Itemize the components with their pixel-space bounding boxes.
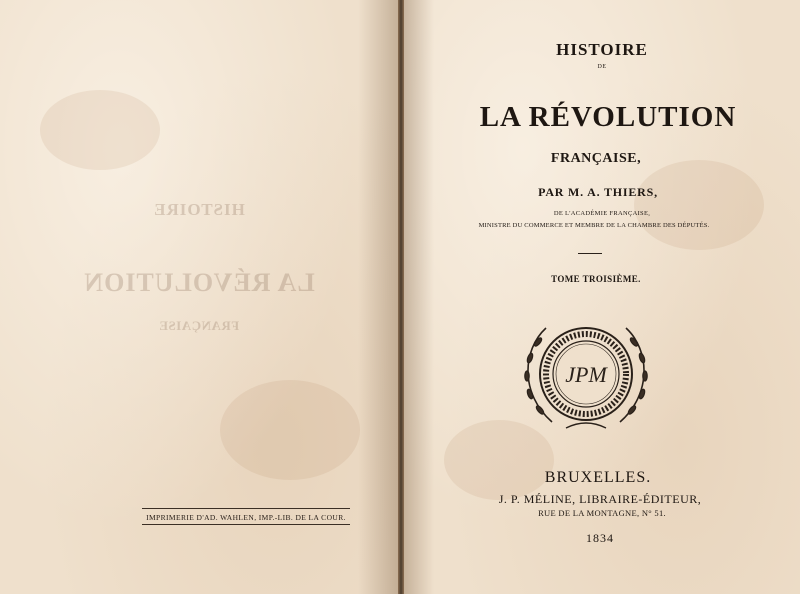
minister-line: MINISTRE DU COMMERCE ET MEMBRE DE LA CHAMBRE DES DÉPUTÉS. bbox=[478, 222, 710, 229]
volume-line: TOME TROISIÈME. bbox=[551, 274, 641, 284]
showthrough-francaise: FRANÇAISE bbox=[158, 318, 240, 333]
publisher-emblem bbox=[516, 310, 656, 438]
author-line: PAR M. A. THIERS, bbox=[538, 185, 658, 199]
showthrough-histoire: HISTOIRE bbox=[153, 200, 245, 219]
academy-line: DE L'ACADÉMIE FRANÇAISE, bbox=[553, 210, 651, 217]
title-histoire: HISTOIRE bbox=[556, 40, 648, 59]
emblem-monogram: JPM bbox=[565, 362, 607, 387]
publication-year: 1834 bbox=[586, 531, 614, 545]
paper-stain bbox=[634, 160, 764, 250]
title-francaise: FRANÇAISE, bbox=[550, 151, 642, 166]
title-de: DE bbox=[597, 64, 607, 70]
title-divider bbox=[578, 253, 602, 254]
city-line: BRUXELLES. bbox=[544, 469, 652, 486]
main-title: LA RÉVOLUTION bbox=[479, 101, 737, 133]
paper-stain bbox=[40, 90, 160, 170]
address-line: RUE DE LA MONTAGNE, N° 51. bbox=[538, 508, 666, 518]
imprint-rule-top bbox=[142, 508, 350, 509]
imprint-rule-bottom bbox=[142, 524, 350, 525]
paper-stain bbox=[220, 380, 360, 480]
publisher-line: J. P. MÉLINE, LIBRAIRE-ÉDITEUR, bbox=[498, 492, 702, 506]
printer-imprint: IMPRIMERIE D'AD. WAHLEN, IMP.-LIB. DE LA COUR. bbox=[146, 513, 346, 522]
showthrough-title: LA RÉVOLUTION bbox=[83, 268, 315, 297]
